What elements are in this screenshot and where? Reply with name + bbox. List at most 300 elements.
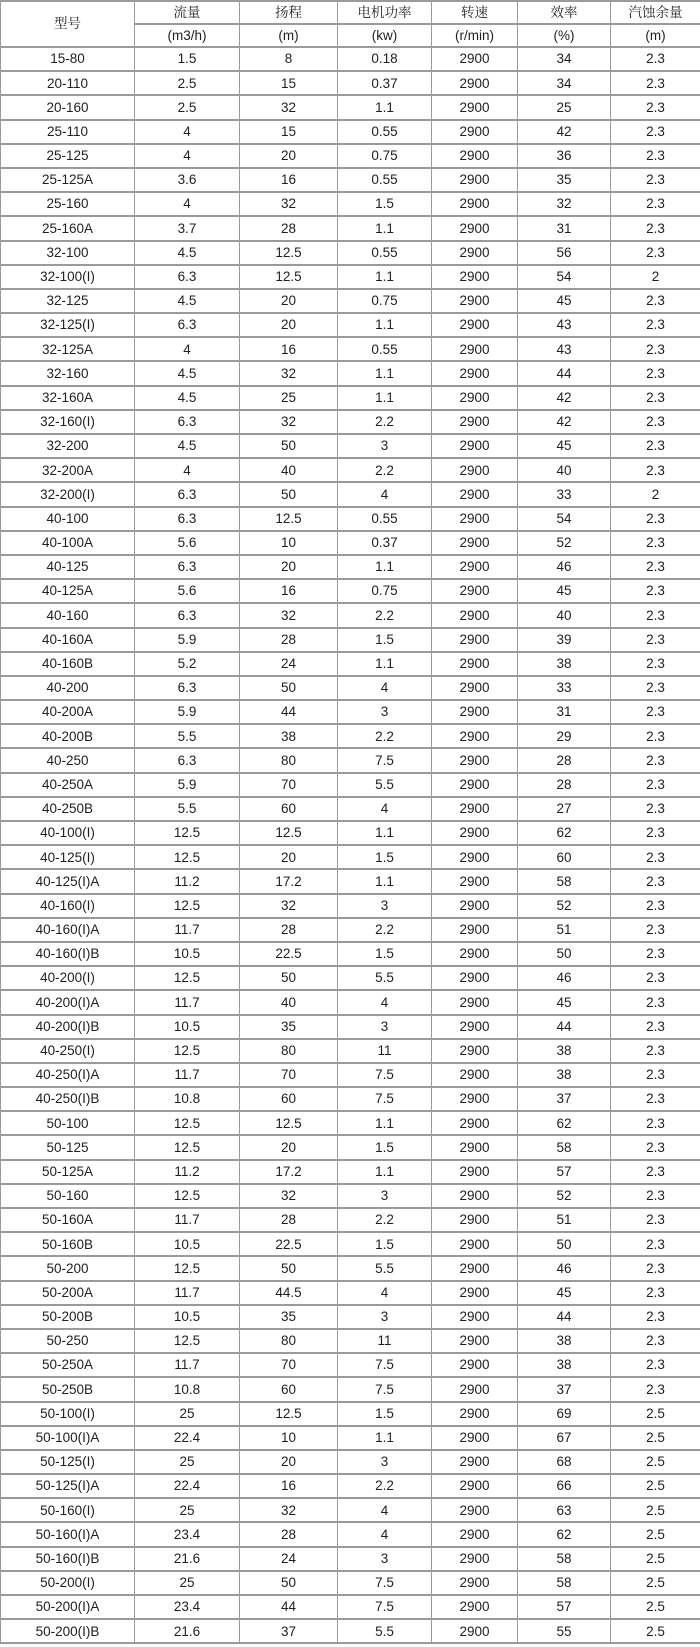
npsh-cell: 2.3 (611, 990, 700, 1014)
speed-cell: 2900 (432, 724, 518, 748)
head-cell: 12.5 (240, 265, 338, 289)
model-cell: 40-160 (1, 603, 135, 627)
flow-cell: 4.5 (135, 386, 240, 410)
npsh-cell: 2.3 (611, 652, 700, 676)
motor-power-cell: 1.1 (338, 1111, 432, 1135)
efficiency-cell: 69 (518, 1402, 611, 1426)
motor-power-cell: 7.5 (338, 1063, 432, 1087)
head-cell: 44 (240, 1595, 338, 1619)
header-head: 扬程 (240, 1, 338, 24)
efficiency-cell: 43 (518, 313, 611, 337)
model-cell: 50-200(I)B (1, 1619, 135, 1643)
model-cell: 50-100 (1, 1111, 135, 1135)
motor-power-cell: 5.5 (338, 773, 432, 797)
npsh-cell: 2.3 (611, 1305, 700, 1329)
efficiency-cell: 32 (518, 192, 611, 216)
npsh-cell: 2 (611, 265, 700, 289)
model-cell: 50-100(I)A (1, 1426, 135, 1450)
model-cell: 20-160 (1, 95, 135, 119)
model-cell: 50-125 (1, 1135, 135, 1159)
table-row (1, 216, 700, 240)
head-cell: 80 (240, 748, 338, 772)
motor-power-cell: 0.18 (338, 47, 432, 71)
motor-power-cell: 7.5 (338, 748, 432, 772)
efficiency-cell: 38 (518, 652, 611, 676)
npsh-cell: 2.3 (611, 1208, 700, 1232)
npsh-cell: 2.3 (611, 1232, 700, 1256)
table-row (1, 531, 700, 555)
table-row (1, 966, 700, 990)
npsh-cell: 2.3 (611, 241, 700, 265)
table-row (1, 1281, 700, 1305)
table-row (1, 144, 700, 168)
npsh-cell: 2.5 (611, 1498, 700, 1522)
efficiency-cell: 29 (518, 724, 611, 748)
npsh-cell: 2.5 (611, 1547, 700, 1571)
table-row (1, 1087, 700, 1111)
head-cell: 22.5 (240, 942, 338, 966)
model-cell: 32-200 (1, 434, 135, 458)
npsh-cell: 2.3 (611, 966, 700, 990)
npsh-cell: 2.3 (611, 845, 700, 869)
speed-cell: 2900 (432, 652, 518, 676)
npsh-cell: 2.3 (611, 361, 700, 385)
flow-cell: 5.2 (135, 652, 240, 676)
model-cell: 20-110 (1, 71, 135, 95)
flow-cell: 10.8 (135, 1377, 240, 1401)
table-row (1, 1353, 700, 1377)
motor-power-cell: 3 (338, 1305, 432, 1329)
header-npsh: 汽蚀余量 (611, 1, 700, 24)
efficiency-cell: 63 (518, 1498, 611, 1522)
npsh-cell: 2.3 (611, 458, 700, 482)
flow-cell: 11.7 (135, 990, 240, 1014)
model-cell: 25-110 (1, 120, 135, 144)
flow-cell: 23.4 (135, 1522, 240, 1546)
npsh-cell: 2.3 (611, 1015, 700, 1039)
efficiency-cell: 45 (518, 434, 611, 458)
head-cell: 12.5 (240, 241, 338, 265)
speed-cell: 2900 (432, 1015, 518, 1039)
speed-cell: 2900 (432, 821, 518, 845)
efficiency-cell: 40 (518, 603, 611, 627)
speed-cell: 2900 (432, 1353, 518, 1377)
head-cell: 35 (240, 1015, 338, 1039)
model-cell: 50-250 (1, 1329, 135, 1353)
npsh-cell: 2.5 (611, 1571, 700, 1595)
flow-cell: 5.9 (135, 628, 240, 652)
flow-cell: 12.5 (135, 821, 240, 845)
model-cell: 40-250(I) (1, 1039, 135, 1063)
flow-cell: 4 (135, 120, 240, 144)
model-cell: 32-160(I) (1, 410, 135, 434)
speed-cell: 2900 (432, 1474, 518, 1498)
flow-cell: 10.5 (135, 1015, 240, 1039)
flow-cell: 5.6 (135, 579, 240, 603)
flow-cell: 2.5 (135, 71, 240, 95)
model-cell: 40-160(I)B (1, 942, 135, 966)
head-cell: 28 (240, 1208, 338, 1232)
head-cell: 20 (240, 845, 338, 869)
motor-power-cell: 2.2 (338, 1208, 432, 1232)
table-row (1, 894, 700, 918)
npsh-cell: 2.3 (611, 410, 700, 434)
flow-cell: 6.3 (135, 676, 240, 700)
npsh-cell: 2.3 (611, 773, 700, 797)
motor-power-cell: 3 (338, 434, 432, 458)
npsh-cell: 2.3 (611, 1329, 700, 1353)
table-row (1, 1402, 700, 1426)
motor-power-cell: 0.75 (338, 144, 432, 168)
flow-cell: 3.7 (135, 216, 240, 240)
speed-cell: 2900 (432, 773, 518, 797)
motor-power-cell: 4 (338, 1522, 432, 1546)
flow-cell: 25 (135, 1402, 240, 1426)
model-cell: 40-125A (1, 579, 135, 603)
header-efficiency-unit: (%) (518, 24, 611, 47)
head-cell: 70 (240, 773, 338, 797)
table-row (1, 47, 700, 71)
head-cell: 16 (240, 579, 338, 603)
npsh-cell: 2.3 (611, 144, 700, 168)
speed-cell: 2900 (432, 313, 518, 337)
flow-cell: 4 (135, 144, 240, 168)
model-cell: 32-160 (1, 361, 135, 385)
flow-cell: 2.5 (135, 95, 240, 119)
npsh-cell: 2.3 (611, 216, 700, 240)
head-cell: 37 (240, 1619, 338, 1643)
model-cell: 25-125A (1, 168, 135, 192)
head-cell: 32 (240, 1184, 338, 1208)
efficiency-cell: 46 (518, 555, 611, 579)
head-cell: 60 (240, 1377, 338, 1401)
speed-cell: 2900 (432, 628, 518, 652)
table-row (1, 410, 700, 434)
model-cell: 40-250 (1, 748, 135, 772)
npsh-cell: 2 (611, 482, 700, 506)
speed-cell: 2900 (432, 1571, 518, 1595)
header-speed-unit: (r/min) (432, 24, 518, 47)
speed-cell: 2900 (432, 1402, 518, 1426)
table-row (1, 482, 700, 506)
table-row (1, 1111, 700, 1135)
table-row (1, 313, 700, 337)
flow-cell: 6.3 (135, 555, 240, 579)
model-cell: 50-125(I)A (1, 1474, 135, 1498)
speed-cell: 2900 (432, 918, 518, 942)
header-label-row (1, 1, 700, 24)
motor-power-cell: 1.5 (338, 1232, 432, 1256)
table-row (1, 1184, 700, 1208)
table-row (1, 192, 700, 216)
head-cell: 28 (240, 1522, 338, 1546)
head-cell: 32 (240, 192, 338, 216)
table-row (1, 700, 700, 724)
motor-power-cell: 4 (338, 990, 432, 1014)
efficiency-cell: 51 (518, 1208, 611, 1232)
speed-cell: 2900 (432, 1595, 518, 1619)
efficiency-cell: 31 (518, 216, 611, 240)
speed-cell: 2900 (432, 507, 518, 531)
motor-power-cell: 5.5 (338, 1619, 432, 1643)
efficiency-cell: 45 (518, 579, 611, 603)
speed-cell: 2900 (432, 386, 518, 410)
motor-power-cell: 0.55 (338, 120, 432, 144)
speed-cell: 2900 (432, 845, 518, 869)
flow-cell: 10.5 (135, 1232, 240, 1256)
motor-power-cell: 0.55 (338, 507, 432, 531)
head-cell: 50 (240, 1571, 338, 1595)
flow-cell: 21.6 (135, 1547, 240, 1571)
efficiency-cell: 34 (518, 47, 611, 71)
speed-cell: 2900 (432, 1329, 518, 1353)
model-cell: 40-125(I)A (1, 869, 135, 893)
table-row (1, 1474, 700, 1498)
motor-power-cell: 1.5 (338, 845, 432, 869)
head-cell: 80 (240, 1329, 338, 1353)
efficiency-cell: 28 (518, 748, 611, 772)
flow-cell: 10.8 (135, 1087, 240, 1111)
head-cell: 17.2 (240, 1160, 338, 1184)
head-cell: 20 (240, 1450, 338, 1474)
npsh-cell: 2.3 (611, 821, 700, 845)
table-row (1, 1377, 700, 1401)
npsh-cell: 2.3 (611, 894, 700, 918)
npsh-cell: 2.3 (611, 1039, 700, 1063)
speed-cell: 2900 (432, 47, 518, 71)
head-cell: 50 (240, 482, 338, 506)
speed-cell: 2900 (432, 192, 518, 216)
efficiency-cell: 56 (518, 241, 611, 265)
efficiency-cell: 38 (518, 1063, 611, 1087)
head-cell: 50 (240, 966, 338, 990)
head-cell: 80 (240, 1039, 338, 1063)
model-cell: 50-160(I) (1, 1498, 135, 1522)
efficiency-cell: 68 (518, 1450, 611, 1474)
model-cell: 25-125 (1, 144, 135, 168)
flow-cell: 21.6 (135, 1619, 240, 1643)
table-header (1, 1, 700, 47)
head-cell: 50 (240, 1256, 338, 1280)
speed-cell: 2900 (432, 144, 518, 168)
flow-cell: 22.4 (135, 1426, 240, 1450)
efficiency-cell: 45 (518, 990, 611, 1014)
model-cell: 50-200(I) (1, 1571, 135, 1595)
motor-power-cell: 3 (338, 1015, 432, 1039)
efficiency-cell: 44 (518, 1015, 611, 1039)
table-row (1, 168, 700, 192)
speed-cell: 2900 (432, 748, 518, 772)
efficiency-cell: 54 (518, 507, 611, 531)
speed-cell: 2900 (432, 942, 518, 966)
speed-cell: 2900 (432, 1305, 518, 1329)
speed-cell: 2900 (432, 894, 518, 918)
model-cell: 32-200(I) (1, 482, 135, 506)
efficiency-cell: 31 (518, 700, 611, 724)
speed-cell: 2900 (432, 1281, 518, 1305)
model-cell: 50-160(I)A (1, 1522, 135, 1546)
npsh-cell: 2.5 (611, 1522, 700, 1546)
speed-cell: 2900 (432, 337, 518, 361)
speed-cell: 2900 (432, 410, 518, 434)
speed-cell: 2900 (432, 458, 518, 482)
head-cell: 28 (240, 918, 338, 942)
head-cell: 44 (240, 700, 338, 724)
model-cell: 40-250(I)A (1, 1063, 135, 1087)
speed-cell: 2900 (432, 241, 518, 265)
model-cell: 32-125 (1, 289, 135, 313)
speed-cell: 2900 (432, 289, 518, 313)
model-cell: 32-125(I) (1, 313, 135, 337)
model-cell: 50-125A (1, 1160, 135, 1184)
motor-power-cell: 1.1 (338, 216, 432, 240)
table-row (1, 1571, 700, 1595)
flow-cell: 10.5 (135, 942, 240, 966)
model-cell: 40-200A (1, 700, 135, 724)
npsh-cell: 2.3 (611, 71, 700, 95)
npsh-cell: 2.3 (611, 603, 700, 627)
model-cell: 25-160A (1, 216, 135, 240)
head-cell: 40 (240, 990, 338, 1014)
speed-cell: 2900 (432, 1450, 518, 1474)
table-row (1, 1160, 700, 1184)
table-row (1, 1256, 700, 1280)
speed-cell: 2900 (432, 1619, 518, 1643)
table-row (1, 507, 700, 531)
motor-power-cell: 1.1 (338, 652, 432, 676)
speed-cell: 2900 (432, 1232, 518, 1256)
table-row (1, 821, 700, 845)
table-row (1, 458, 700, 482)
table-row (1, 652, 700, 676)
motor-power-cell: 0.55 (338, 168, 432, 192)
npsh-cell: 2.3 (611, 47, 700, 71)
head-cell: 20 (240, 144, 338, 168)
speed-cell: 2900 (432, 603, 518, 627)
flow-cell: 12.5 (135, 1329, 240, 1353)
motor-power-cell: 4 (338, 1498, 432, 1522)
efficiency-cell: 43 (518, 337, 611, 361)
table-row (1, 1063, 700, 1087)
model-cell: 50-125(I) (1, 1450, 135, 1474)
model-cell: 32-125A (1, 337, 135, 361)
efficiency-cell: 38 (518, 1353, 611, 1377)
speed-cell: 2900 (432, 1184, 518, 1208)
speed-cell: 2900 (432, 1498, 518, 1522)
motor-power-cell: 1.5 (338, 942, 432, 966)
speed-cell: 2900 (432, 1377, 518, 1401)
motor-power-cell: 2.2 (338, 1474, 432, 1498)
header-motor-power-unit: (kw) (338, 24, 432, 47)
header-model: 型号 (1, 1, 135, 47)
npsh-cell: 2.3 (611, 918, 700, 942)
npsh-cell: 2.3 (611, 531, 700, 555)
efficiency-cell: 28 (518, 773, 611, 797)
flow-cell: 4.5 (135, 241, 240, 265)
table-row (1, 748, 700, 772)
head-cell: 16 (240, 337, 338, 361)
motor-power-cell: 7.5 (338, 1087, 432, 1111)
flow-cell: 23.4 (135, 1595, 240, 1619)
npsh-cell: 2.3 (611, 700, 700, 724)
model-cell: 40-160(I) (1, 894, 135, 918)
table-row (1, 797, 700, 821)
speed-cell: 2900 (432, 216, 518, 240)
npsh-cell: 2.3 (611, 1135, 700, 1159)
head-cell: 38 (240, 724, 338, 748)
motor-power-cell: 11 (338, 1039, 432, 1063)
efficiency-cell: 66 (518, 1474, 611, 1498)
model-cell: 50-160(I)B (1, 1547, 135, 1571)
model-cell: 40-100A (1, 531, 135, 555)
model-cell: 40-200(I) (1, 966, 135, 990)
npsh-cell: 2.3 (611, 1184, 700, 1208)
motor-power-cell: 7.5 (338, 1353, 432, 1377)
efficiency-cell: 37 (518, 1377, 611, 1401)
npsh-cell: 2.3 (611, 1111, 700, 1135)
motor-power-cell: 4 (338, 676, 432, 700)
npsh-cell: 2.3 (611, 289, 700, 313)
motor-power-cell: 1.5 (338, 1135, 432, 1159)
speed-cell: 2900 (432, 966, 518, 990)
efficiency-cell: 37 (518, 1087, 611, 1111)
efficiency-cell: 46 (518, 1256, 611, 1280)
flow-cell: 5.9 (135, 700, 240, 724)
npsh-cell: 2.3 (611, 95, 700, 119)
motor-power-cell: 0.37 (338, 531, 432, 555)
flow-cell: 4 (135, 337, 240, 361)
model-cell: 50-200A (1, 1281, 135, 1305)
efficiency-cell: 33 (518, 482, 611, 506)
speed-cell: 2900 (432, 579, 518, 603)
flow-cell: 4 (135, 458, 240, 482)
model-cell: 50-160A (1, 1208, 135, 1232)
efficiency-cell: 58 (518, 1547, 611, 1571)
flow-cell: 6.3 (135, 507, 240, 531)
efficiency-cell: 62 (518, 1111, 611, 1135)
table-row (1, 845, 700, 869)
flow-cell: 11.2 (135, 1160, 240, 1184)
table-row (1, 241, 700, 265)
table-row (1, 1232, 700, 1256)
efficiency-cell: 45 (518, 289, 611, 313)
efficiency-cell: 42 (518, 120, 611, 144)
head-cell: 20 (240, 555, 338, 579)
model-cell: 40-250(I)B (1, 1087, 135, 1111)
flow-cell: 11.7 (135, 1063, 240, 1087)
efficiency-cell: 57 (518, 1595, 611, 1619)
model-cell: 50-160B (1, 1232, 135, 1256)
head-cell: 35 (240, 1305, 338, 1329)
efficiency-cell: 33 (518, 676, 611, 700)
npsh-cell: 2.3 (611, 337, 700, 361)
table-row (1, 1039, 700, 1063)
table-row (1, 1522, 700, 1546)
flow-cell: 6.3 (135, 313, 240, 337)
model-cell: 50-250B (1, 1377, 135, 1401)
flow-cell: 11.7 (135, 1353, 240, 1377)
model-cell: 40-100 (1, 507, 135, 531)
efficiency-cell: 25 (518, 95, 611, 119)
model-cell: 50-100(I) (1, 1402, 135, 1426)
npsh-cell: 2.3 (611, 1377, 700, 1401)
efficiency-cell: 52 (518, 894, 611, 918)
motor-power-cell: 7.5 (338, 1377, 432, 1401)
efficiency-cell: 27 (518, 797, 611, 821)
motor-power-cell: 1.5 (338, 628, 432, 652)
head-cell: 24 (240, 652, 338, 676)
speed-cell: 2900 (432, 797, 518, 821)
